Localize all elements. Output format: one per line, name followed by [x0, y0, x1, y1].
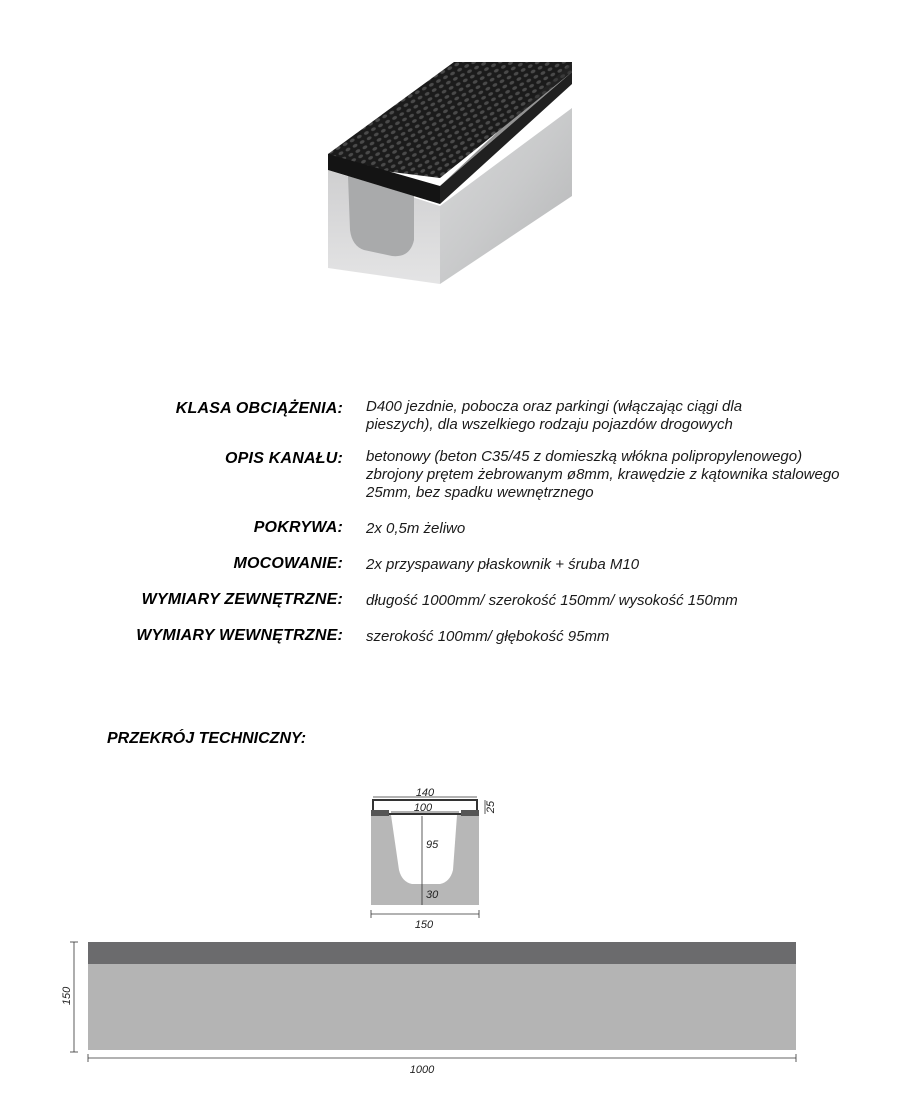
spec-label-channel-description: OPIS KANAŁU:	[225, 450, 343, 467]
spec-value-load-class: D400 jezdnie, pobocza oraz parkingi (włączając ciągi dla pieszych), dla wszelkiego rodzaju pojazdów drogowych	[366, 398, 743, 433]
dim-frame-height: 25	[485, 800, 497, 814]
dim-inner-width: 100	[413, 802, 433, 814]
section-title: PRZEKRÓJ TECHNICZNY:	[107, 730, 307, 747]
dim-side-height: 150	[61, 986, 73, 1006]
spec-value-channel-description: betonowy (beton C35/45 z domieszką włókna polipropylenowego) zbrojony prętem żebrowanym ø8mm, krawędzie z kątownika stalowego 25mm, bez spadku wewnętrznego	[366, 448, 840, 501]
dim-outer-width: 150	[414, 919, 434, 931]
spec-label-internal-dimensions: WYMIARY WEWNĘTRZNE:	[136, 627, 343, 644]
cross-section-drawing	[360, 780, 500, 940]
spec-value-fixing: 2x przyspawany płaskownik + śruba M10	[366, 556, 640, 573]
spec-label-fixing: MOCOWANIE:	[233, 555, 343, 572]
spec-value-internal-dimensions: szerokość 100mm/ głębokość 95mm	[366, 628, 610, 645]
dim-side-length: 1000	[409, 1064, 435, 1076]
spec-value-external-dimensions: długość 1000mm/ szerokość 150mm/ wysokość 150mm	[366, 592, 738, 609]
spec-label-load-class: KLASA OBCIĄŻENIA:	[175, 400, 343, 417]
dim-top-width: 140	[415, 787, 435, 799]
dim-channel-depth: 95	[426, 839, 439, 851]
spec-label-external-dimensions: WYMIARY ZEWNĘTRZNE:	[141, 591, 343, 608]
spec-value-cover: 2x 0,5m żeliwo	[366, 520, 466, 537]
product-image	[322, 58, 582, 290]
drain-channel-illustration	[322, 58, 582, 290]
spec-label-cover: POKRYWA:	[253, 519, 343, 536]
side-view-drawing	[58, 936, 808, 1076]
dim-bottom-thickness: 30	[426, 889, 439, 901]
